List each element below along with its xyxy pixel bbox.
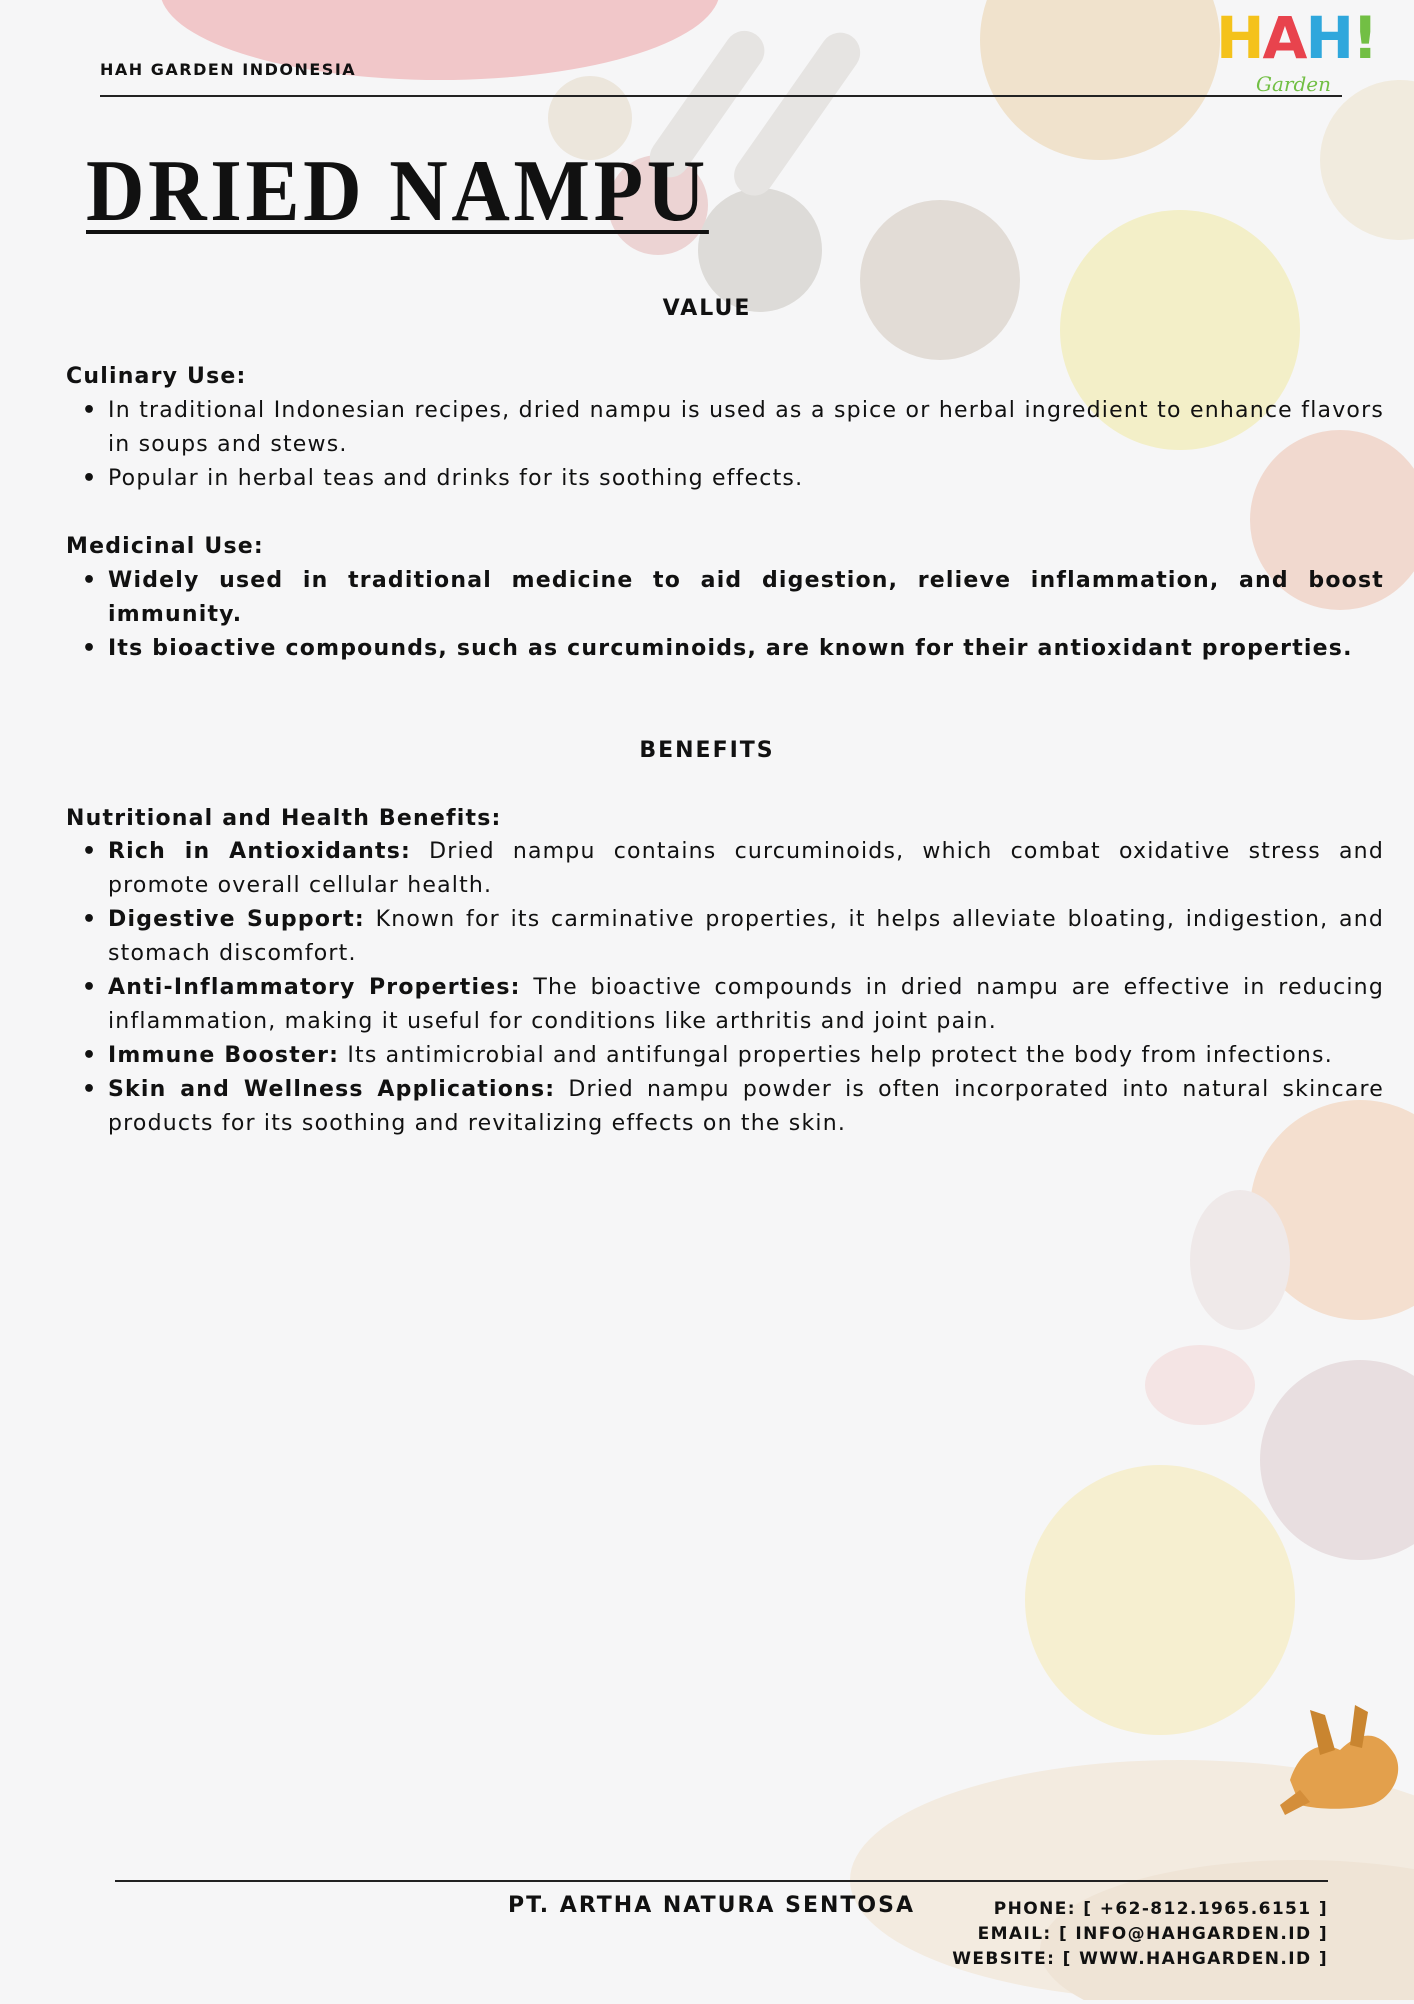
list-item: • Anti-Inflammatory Properties: The bioactive compounds in dried nampu are effective in reducing inflammation, making it useful for conditions like arthritis and joint pain.	[108, 971, 1384, 1039]
brand-header: HAH GARDEN INDONESIA	[100, 60, 357, 79]
benefits-heading: BENEFITS	[639, 738, 775, 763]
list-item: • Skin and Wellness Applications: Dried nampu powder is often incorporated into natural skincare products for its soothing and revitalizing effects on the skin.	[108, 1073, 1384, 1141]
logo-wordmark: HAH!	[1216, 4, 1377, 72]
email-text: EMAIL: [ INFO@HAHGARDEN.ID ]	[977, 1924, 1328, 1944]
list-item: • Popular in herbal teas and drinks for its soothing effects.	[108, 462, 1384, 496]
contact-block	[952, 1897, 1328, 1972]
list-item: • Digestive Support: Known for its carminative properties, it helps alleviate bloating, indigestion, and stomach discomfort.	[108, 903, 1384, 971]
list-item: • In traditional Indonesian recipes, dried nampu is used as a spice or herbal ingredient to enhance flavors in soups and stews.	[108, 394, 1384, 462]
bottom-divider	[115, 1880, 1328, 1882]
logo-subtitle: Garden	[1256, 72, 1331, 96]
culinary-list	[66, 394, 1384, 496]
medicinal-list	[66, 564, 1384, 666]
health-benefits-heading: Nutritional and Health Benefits:	[66, 806, 502, 831]
company-name: PT. ARTHA NATURA SENTOSA	[508, 1893, 915, 1918]
list-item: • Widely used in traditional medicine to aid digestion, relieve inflammation, and boost immunity.	[108, 564, 1384, 632]
benefits-list	[66, 835, 1384, 1141]
value-heading: VALUE	[662, 296, 752, 321]
culinary-heading: Culinary Use:	[66, 364, 247, 389]
phone-text: PHONE: [ +62-812.1965.6151 ]	[993, 1899, 1328, 1919]
hah-garden-logo	[1216, 4, 1377, 96]
list-item: • Immune Booster: Its antimicrobial and antifungal properties help protect the body from infections.	[108, 1039, 1384, 1073]
page-title: DRIED NAMPU	[86, 143, 709, 240]
top-divider	[100, 95, 1342, 97]
list-item: • Its bioactive compounds, such as curcuminoids, are known for their antioxidant properties.	[108, 632, 1384, 666]
list-item: • Rich in Antioxidants: Dried nampu contains curcuminoids, which combat oxidative stress and promote overall cellular health.	[108, 835, 1384, 903]
website-text: WEBSITE: [ WWW.HAHGARDEN.ID ]	[952, 1949, 1328, 1969]
medicinal-heading: Medicinal Use:	[66, 534, 264, 559]
